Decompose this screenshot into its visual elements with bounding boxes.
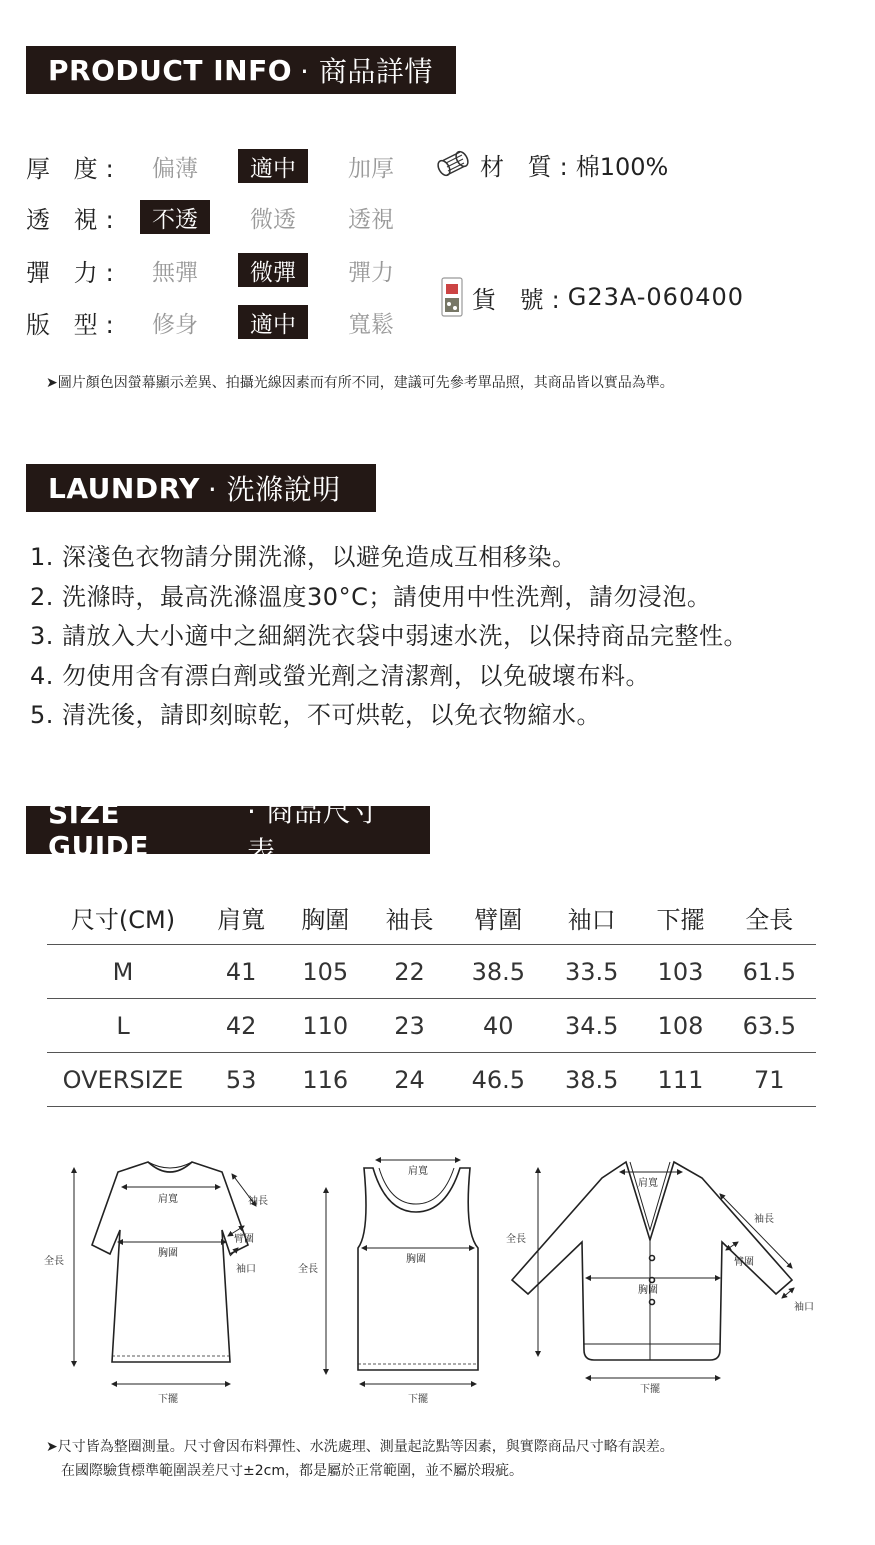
laundry-instructions [30,538,748,736]
diagram-label: 胸圍 [158,1248,178,1259]
table-cell: 22 [367,945,451,999]
diagram-label: 袖口 [236,1264,256,1275]
table-header-row [47,890,816,945]
attribute-row [26,250,434,290]
table-row [47,999,816,1053]
diagram-label: 全長 [298,1264,318,1275]
color-disclaimer: ➤圖片顏色因螢幕顯示差異、拍攝光線因素而有所不同，建議可先參考單品照，其商品皆以實品為準。 [46,375,674,391]
table-cell: 42 [199,999,283,1053]
table-cell: 116 [283,1053,367,1107]
table-header: 肩寬 [199,890,283,945]
table-header: 全長 [723,890,816,945]
table-cell: 53 [199,1053,283,1107]
table-cell: 34.5 [545,999,638,1053]
product-info-banner [26,46,456,94]
banner-title: PRODUCT INFO [48,53,293,87]
table-cell: 38.5 [545,1053,638,1107]
table-cell: 46.5 [452,1053,545,1107]
attribute-option: 透視 [348,206,394,233]
diagram-label: 胸圍 [406,1254,426,1265]
diagram-label: 肩寬 [638,1178,658,1189]
table-cell: 103 [638,945,722,999]
attribute-option: 彈力 [348,259,394,286]
attribute-option: 微透 [250,206,296,233]
table-header: 尺寸(CM) [47,890,199,945]
table-cell: 24 [367,1053,451,1107]
table-cell: 105 [283,945,367,999]
attribute-row [26,197,434,237]
size-guide-banner [26,795,430,868]
size-note-line2: 在國際驗貨標準範圍誤差尺寸±2cm，都是屬於正常範圍，並不屬於瑕疵。 [61,1463,523,1479]
table-cell: 38.5 [452,945,545,999]
diagram-label: 下擺 [158,1394,178,1405]
diagram-label: 肩寬 [408,1166,428,1177]
table-header: 臂圍 [452,890,545,945]
item-number-label: 貨 號: [472,285,568,314]
diagram-label: 袖長 [248,1196,268,1207]
tshirt-diagram [92,1162,248,1362]
table-cell: 71 [723,1053,816,1107]
laundry-banner [26,464,376,512]
diagram-label: 下擺 [640,1384,660,1395]
attribute-label: 彈 力: [26,258,122,287]
table-cell: L [47,999,199,1053]
table-header: 胸圍 [283,890,367,945]
table-cell: M [47,945,199,999]
attribute-label: 版 型: [26,310,122,339]
table-row [47,1053,816,1107]
diagram-label: 臂圍 [734,1257,754,1268]
banner-subtitle: · 商品尺寸表 [246,795,380,868]
diagram-label: 臂圍 [234,1234,254,1245]
thread-spool-icon [436,150,472,180]
banner-title: SIZE GUIDE [48,797,150,863]
table-cell: 61.5 [723,945,816,999]
table-cell: 33.5 [545,945,638,999]
attribute-row [26,302,434,342]
table-cell: 63.5 [723,999,816,1053]
table-header: 袖長 [367,890,451,945]
banner-subtitle: · 商品詳情 [300,55,433,88]
table-header: 袖口 [545,890,638,945]
attribute-option: 加厚 [348,155,394,182]
table-cell: 108 [638,999,722,1053]
list-item: 2. 洗滌時，最高洗滌溫度30°C；請使用中性洗劑，請勿浸泡。 [30,582,712,611]
material-row [436,147,668,182]
list-item: 1. 深淺色衣物請分開洗滌，以避免造成互相移染。 [30,543,577,571]
item-number-value: G23A-060400 [567,283,745,311]
attribute-row [26,146,434,186]
list-item: 5. 清洗後，請即刻晾乾，不可烘乾，以免衣物縮水。 [30,701,602,729]
tag-icon [440,276,464,318]
list-item: 3. 請放入大小適中之細網洗衣袋中弱速水洗，以保持商品完整性。 [30,622,749,650]
attribute-option: 寬鬆 [348,311,394,338]
table-cell: OVERSIZE [47,1053,199,1107]
diagram-label: 全長 [44,1256,64,1267]
attribute-option-selected: 適中 [238,149,308,183]
attribute-option-selected: 微彈 [238,253,308,287]
diagram-label: 全長 [506,1234,526,1245]
table-cell: 40 [452,999,545,1053]
item-number-row [440,276,744,318]
garment-diagrams [30,1150,845,1420]
diagram-label: 下擺 [408,1394,428,1405]
attribute-option-selected: 不透 [140,200,210,234]
diagram-label: 袖口 [794,1302,814,1313]
size-table [47,890,816,1107]
tank-diagram [358,1168,478,1370]
attribute-option: 無彈 [152,259,198,286]
diagram-label: 袖長 [754,1214,774,1225]
table-cell: 41 [199,945,283,999]
attribute-label: 厚 度: [26,154,122,183]
diagram-label: 胸圍 [638,1285,658,1296]
banner-subtitle: · 洗滌說明 [207,473,341,506]
attribute-option: 修身 [152,311,198,338]
table-cell: 23 [367,999,451,1053]
material-label: 材 質: [480,153,576,181]
list-item: 4. 勿使用含有漂白劑或螢光劑之清潔劑，以免破壞布料。 [30,661,651,690]
banner-title: LAUNDRY [48,471,200,505]
size-note-line1: ➤尺寸皆為整圈測量。尺寸會因布料彈性、水洗處理、測量起訖點等因素，與實際商品尺寸略有誤差。 [46,1439,674,1455]
table-row [47,945,816,999]
material-value: 棉100% [575,153,669,181]
table-cell: 110 [283,999,367,1053]
attribute-label: 透 視: [26,205,122,234]
attribute-option: 偏薄 [152,155,198,182]
table-header: 下擺 [638,890,722,945]
attribute-option-selected: 適中 [238,305,308,339]
table-cell: 111 [638,1053,722,1107]
diagram-label: 肩寬 [158,1194,178,1205]
